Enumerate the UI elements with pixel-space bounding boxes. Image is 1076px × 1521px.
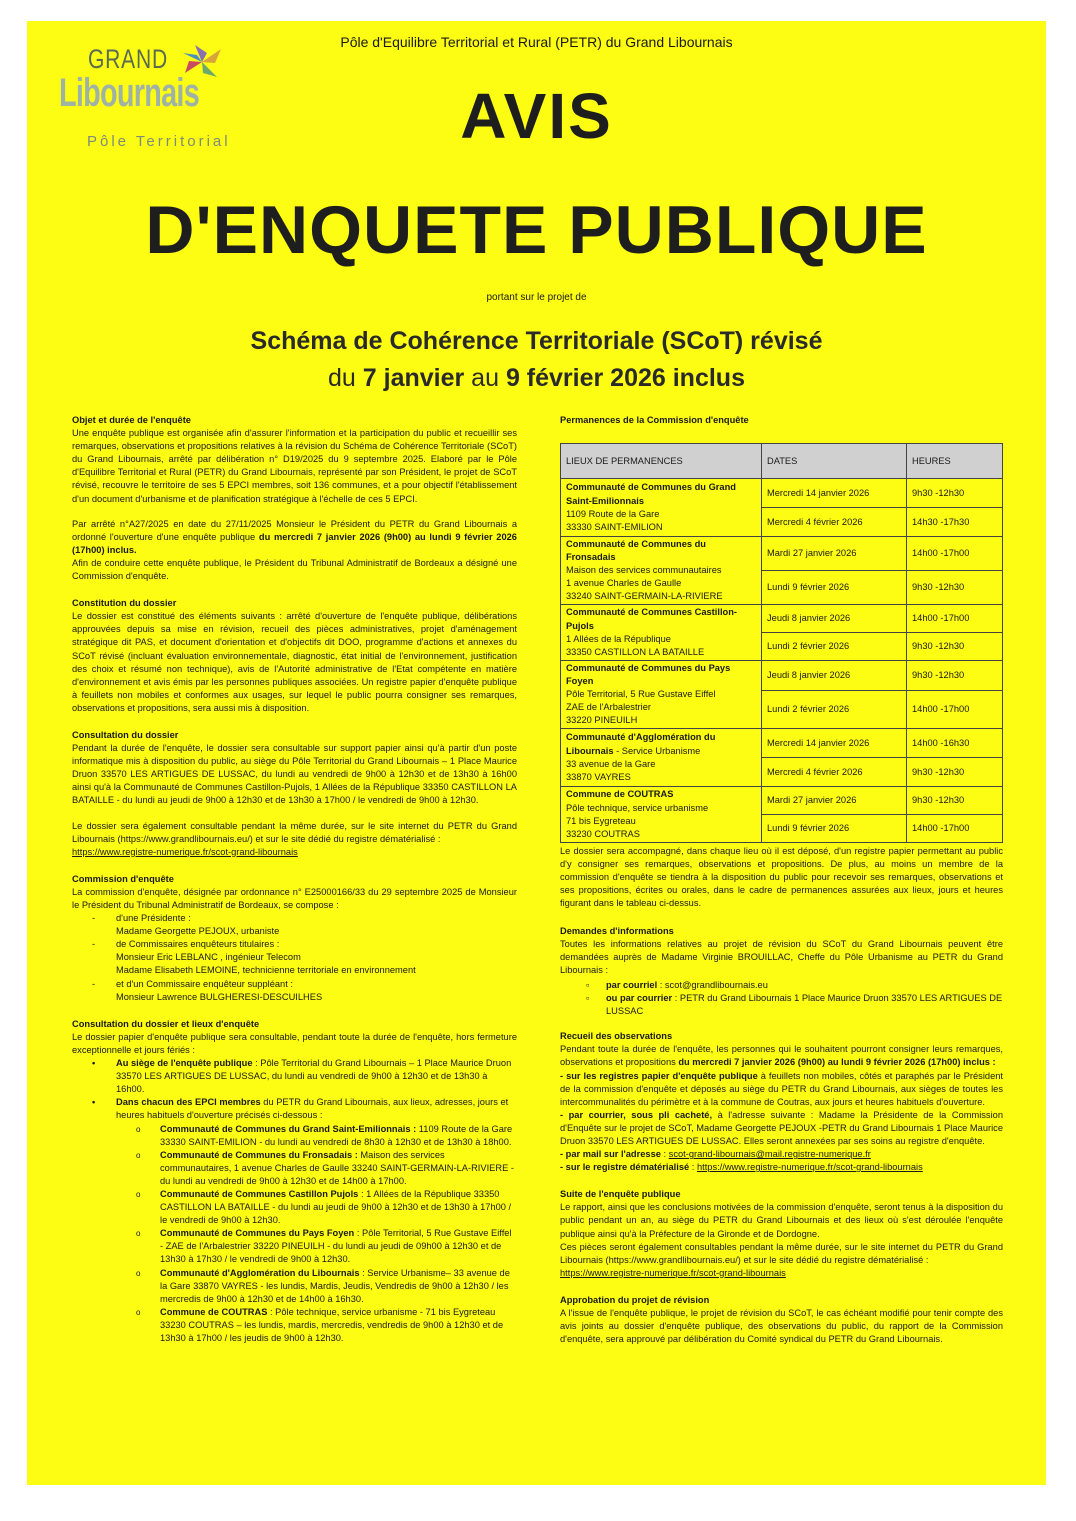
table-cell-date: Mercredi 4 février 2026 (762, 758, 907, 787)
list-item: o Communauté d'Agglomération du Libournais : Service Urbanisme– 33 avenue de la Gare 33870 VAYRES - les lundis, Mardis, Jeudis, Vendredis de 9h00 à 12h30 / les mercredis de 9h00 à 12h30 et de 14h00 à 16h30. (136, 1267, 517, 1306)
section-title-demandes: Demandes d'informations (560, 925, 674, 936)
approbation-paragraph: A l'issue de l'enquête publique, le projet de révision du SCoT, le cas échéant modifié pour tenir compte des avis joints au dossier d'enquête publique, des observations du public, du rapport de la Commission d'enquête, sera approuvé par délibération du Comité syndical du PETR du Grand Libournais. (560, 1308, 1003, 1345)
list-item: o Communauté de Communes du Pays Foyen : Pôle Territorial, 5 Rue Gustave Eiffel - ZAE de l'Arbalestrier 33220 PINEUILH - du lundi au jeudi de 09h00 à 12h30 et de 13h30 à 17h30 / le vendredi de 9h00 à 12h30. (136, 1227, 517, 1266)
table-cell-hours: 14h00 -16h30 (907, 729, 1003, 758)
recueil-registre-dematerialise: - sur le registre dématérialisé : https://www.registre-numerique.fr/scot-grand-libournais (560, 1162, 923, 1173)
consultation-paragraph: Pendant la durée de l'enquête, le dossier sera consultable sur support papier ainsi qu'à partir d'un poste informatique mis à disposition du public, au siège du Pôle Territorial du Grand Libournais – 1 Place Maurice Druon 33570 LES ARTIGUES DE LUSSAC, du lundi au vendredi de 9h00 à 12h30 et de 13h30 à 16h00 ainsi qu'à la Communauté de Communes Castillon-Pujols, 1 Allées de la République 33350 CASTILLON LA BATAILLE - du lundi au jeudi de 9h00 à 12h30 et de 13h30 à 17h00 / le vendredi de 9h00 à 12h30. (72, 743, 517, 806)
table-cell-hours: 14h00 -17h00 (907, 605, 1003, 633)
table-row (561, 605, 1003, 633)
table-cell-date: Lundi 9 février 2026 (762, 815, 907, 843)
suite-online-paragraph: Ces pièces seront également consultables pendant la même durée, sur le site internet du PETR du Grand Libournais (https://www.grandlibournais.eu/) et sur le site dédié du registre dématérialisé : (560, 1241, 1003, 1265)
constitution-paragraph: Le dossier est constitué des éléments suivants : arrêté d'ouverture de l'enquête publique, délibérations approuvées depuis sa mise en révision, recueil des pièces administratives, projet d'aménagement stratégique dit PAS, et document d'orientation et d'objectifs dit DOO, programme d'actions et annexes du SCoT révisé (incluant évaluation environnementale, diagnostic, état initial de l'environnement, justification des choix et résumé non technique), avis de l'Autorité administrative de l'Etat compétente en matière d'environnement et avis émis par les personnes publiques associées. Un registre papier d'enquête publique à feuillets non mobiles et conformes aux usages, sur lequel le public pourra consigner ses remarques, observations et propositions, sera aussi mis à disposition. (72, 611, 517, 713)
organization-name: Pôle d'Equilibre Territorial et Rural (PETR) du Grand Libournais (340, 34, 733, 50)
project-title: Schéma de Cohérence Territoriale (SCoT) révisé (250, 327, 823, 355)
title-enquete-publique: D'ENQUETE PUBLIQUE (145, 192, 928, 268)
section-title-commission: Commission d'enquête (72, 873, 174, 884)
table-cell-date: Mardi 27 janvier 2026 (762, 537, 907, 571)
right-column (560, 414, 1003, 1346)
table-cell-date: Lundi 2 février 2026 (762, 633, 907, 661)
demandes-paragraph: Toutes les informations relatives au projet de révision du SCoT du Grand Libournais peuvent être demandées auprès de Madame Virginie BROUILLAC, Cheffe du Pôle Urbanisme au PETR du Grand Libournais : (560, 938, 1003, 975)
permanences-table (560, 443, 1003, 843)
list-item: - de Commissaires enquêteurs titulaires : (92, 938, 517, 951)
table-cell-hours: 9h30 -12h30 (907, 571, 1003, 605)
consultation-online-paragraph: Le dossier sera également consultable pendant la même durée, sur le site internet du PETR du Grand Libournais (https://www.grandlibournais.eu/) et sur le site dédié du registre dématérialisé : (72, 820, 517, 844)
table-header: HEURES (907, 444, 1003, 479)
table-cell-date: Jeudi 8 janvier 2026 (762, 605, 907, 633)
table-cell-date: Lundi 9 février 2026 (762, 571, 907, 605)
table-cell-date: Mercredi 4 février 2026 (762, 508, 907, 537)
table-cell-hours: 14h30 -17h30 (907, 508, 1003, 537)
table-header: DATES (762, 444, 907, 479)
member-name: Monsieur Lawrence BULGHERESI-DESCUILHES (116, 991, 323, 1002)
list-item: - d'une Présidente : (92, 912, 517, 925)
portant-text: portant sur le projet de (486, 292, 587, 303)
table-cell-hours: 9h30 -12h30 (907, 479, 1003, 508)
epci-list (116, 1123, 517, 1346)
table-cell-place: Communauté de Communes du Pays Foyen Pôle Territorial, 5 Rue Gustave Eiffel ZAE de l'Arbalestrier 33220 PINEUILH (561, 661, 762, 729)
table-row (561, 537, 1003, 571)
notice-poster (27, 21, 1046, 1485)
table-cell-place: Communauté de Communes Castillon-Pujols 1 Allées de la République 33350 CASTILLON LA BATAILLE (561, 605, 762, 661)
section-title-approbation: Approbation du projet de révision (560, 1294, 710, 1305)
section-title-recueil: Recueil des observations (560, 1031, 673, 1042)
table-cell-place: Communauté de Communes du Fronsadais Maison des services communautaires 1 avenue Charles de Gaulle 33240 SAINT-GERMAIN-LA-RIVIERE (561, 537, 762, 605)
table-header: LIEUX DE PERMANENCES (561, 444, 762, 479)
list-item: o Communauté de Communes du Grand Saint-Emilionnais : 1109 Route de la Gare 33330 SAINT-EMILION - du lundi au vendredi de 8h30 à 12h30 et de 13h30 à 18h00. (136, 1123, 517, 1149)
after-table-paragraph: Le dossier sera accompagné, dans chaque lieu où il est déposé, d'un registre papier permettant au public d'y consigner ses remarques, observations et propositions. De plus, au moins un membre de la commission d'enquête se tiendra à la disposition du public pour recevoir ses remarques, observations et ses propositions, écrites ou orales, dans le cadre de permanences assurées aux lieux, jours et heures figurant dans le tableau ci-dessus. (560, 846, 1003, 909)
table-cell-hours: 9h30 -12h30 (907, 661, 1003, 691)
section-title-lieux: Consultation du dossier et lieux d'enquête (72, 1018, 260, 1029)
list-item: • Dans chacun des EPCI membres du PETR du Grand Libournais, aux lieux, adresses, jours et heures habituels d'ouverture précisés ci-dessous : o Communauté de Communes du Grand Saint-Emilionnais : 1109 Route de la Gare 33330 SAINT-EMILION - du lundi au vendredi de 8h30 à 12h30 et de 13h30 à 18h00. o Communauté de Communes du Fronsadais : Maison des services communautaires, 1 avenue Charles de Gaulle 33240 SAINT-GERMAIN-LA-RIVIERE - du lundi au vendredi de 9h00 à 12h30 et de 14h00 à 17h00. o Communauté de Communes Castillon Pujols : 1 Allées de la République 33350 CASTILLON LA BATAILLE - du lundi au jeudi de 9h00 à 12h30 et de 13h30 à 17h00 / le vendredi de 9h00 à 12h30. o Communauté de Communes du Pays Foyen : Pôle Territorial, 5 Rue Gustave Eiffel - ZAE de l'Arbalestrier 33220 PINEUILH - du lundi au jeudi de 09h00 à 12h30 et de 13h30 à 17h30 / le vendredi de 9h00 à 12h30. o Communauté d'Agglomération du Libournais : Service Urbanisme– 33 avenue de la Gare 33870 VAYRES - les lundis, Mardis, Jeudis, Vendredis de 9h00 à 12h30 / les mercredis de 9h00 à 12h30 et de 14h00 à 16h30. o Commune de COUTRAS : Pôle technique, service urbanisme - 71 bis Eygreteau 33230 COUTRAS – les lundis, mardis, mercredis, vendredis de 9h00 à 12h30 et de 13h30 à 17h00 / les jeudis de 9h00 à 12h30. (92, 1096, 517, 1345)
recueil-courrier: - par courrier, sous pli cacheté, à l'adresse suivante : Madame la Présidente de la Commission d'Enquête sur le projet de SCoT, Madame Georgette PEJOUX -PETR du Grand Libournais 1 Place Maurice Druon 33570 LES ARTIGUES DE LUSSAC. Elles seront annexées par ses soins au registre d'enquête. (560, 1109, 1003, 1146)
table-cell-hours: 9h30 -12h30 (907, 633, 1003, 661)
mail-link[interactable]: scot-grand-libournais@mail.registre-numerique.fr (668, 1149, 871, 1160)
contact-list (560, 979, 1003, 1018)
registre-link[interactable]: https://www.registre-numerique.fr/scot-grand-libournais (560, 1267, 786, 1278)
list-item: ▫ par courriel : scot@grandlibournais.eu (586, 979, 1003, 992)
member-name: Monsieur Eric LEBLANC , ingénieur Telecom (116, 952, 301, 963)
suite-paragraph: Le rapport, ainsi que les conclusions motivées de la commission d'enquête, seront tenus à la disposition du public pendant un an, au siège du PETR du Grand Libournais et des lieux où s'est déroulée l'enquête publique ainsi qu'à la Préfecture de la Gironde et de Dordogne. (560, 1202, 1003, 1239)
section-title-constitution: Constitution du dossier (72, 598, 177, 609)
table-cell-hours: 14h00 -17h00 (907, 815, 1003, 843)
recueil-paragraph: Pendant toute la durée de l'enquête, les personnes qui le souhaitent pourront consigner leurs remarques, observations et propositions du mercredi 7 janvier 2026 (9h00) au lundi 9 février 2026 (17h00) inclus : (560, 1044, 1003, 1068)
table-cell-place: Communauté de Communes du Grand Saint-Emilionnais 1109 Route de la Gare 33330 SAINT-EMILION (561, 479, 762, 537)
list-item: o Communauté de Communes du Fronsadais : Maison des services communautaires, 1 avenue Charles de Gaulle 33240 SAINT-GERMAIN-LA-RIVIERE - du lundi au vendredi de 9h00 à 12h30 et de 14h00 à 17h00. (136, 1149, 517, 1188)
table-row (561, 661, 1003, 691)
registre-link[interactable]: https://www.registre-numerique.fr/scot-grand-libournais (696, 1162, 923, 1173)
table-cell-hours: 14h00 -17h00 (907, 537, 1003, 571)
table-cell-hours: 9h30 -12h30 (907, 758, 1003, 787)
left-column (72, 414, 517, 1345)
lieux-paragraph: Le dossier papier d'enquête publique sera consultable, pendant toute la durée de l'enquête, hors fermeture exceptionnelle et jours fériés : (72, 1031, 517, 1055)
list-item: o Communauté de Communes Castillon Pujols : 1 Allées de la République 33350 CASTILLON LA BATAILLE - du lundi au jeudi de 9h00 à 12h30 et de 13h30 à 17h00 / le vendredi de 9h00 à 12h30. (136, 1188, 517, 1227)
section-title-consultation: Consultation du dossier (72, 729, 179, 740)
table-cell-place: Communauté d'Agglomération du Libournais - Service Urbanisme 33 avenue de la Gare 33870 VAYRES (561, 729, 762, 787)
lieux-list (72, 1057, 517, 1345)
list-item: • Au siège de l'enquête publique : Pôle Territorial du Grand Libournais – 1 Place Maurice Druon 33570 LES ARTIGUES DE LUSSAC, du lundi au vendredi de 9h00 à 12h30 et de 13h30 à 16h00. (92, 1057, 517, 1096)
logo-word-pole-territorial: Pôle Territorial (87, 133, 231, 150)
table-cell-date: Mercredi 14 janvier 2026 (762, 729, 907, 758)
commission-paragraph: La commission d'enquête, désignée par ordonnance n° E25000166/33 du 29 septembre 2025 de Monsieur le Président du Tribunal Administratif de Bordeaux, se compose : (72, 886, 517, 910)
section-title-objet: Objet et durée de l'enquête (72, 415, 191, 425)
table-row (561, 479, 1003, 508)
list-item: - et d'un Commissaire enquêteur suppléant : (92, 978, 517, 991)
objet-paragraph: Une enquête publique est organisée afin d'assurer l'information et la participation du public et recueillir ses remarques, observations et propositions relatives à la révision du Schéma de Cohérence Territoriale (SCoT) du Grand Libournais, arrêté par délibération n° D19/2025 du 9 septembre 2025. Elaboré par le Pôle d'Equilibre Territorial et Rural (PETR) du Grand Libournais, représenté par son Président, le projet de SCoT révisé, recouvre le territoire de ses 5 EPCI membres, soit 136 communes, et a pour objectif l'établissement d'un document d'urbanisme et de planification stratégique à l'échelle de ces 5 EPCI. (72, 428, 517, 504)
table-cell-place: Commune de COUTRAS Pôle technique, service urbanisme 71 bis Eygreteau 33230 COUTRAS (561, 787, 762, 843)
recueil-registres: - sur les registres papier d'enquête publique à feuillets non mobiles, côtés et paraphés par le Président de la commission d'enquête et déposés au siège du PETR du Grand Libournais, aux sièges de toutes les intercommunalités du périmètre et à la commune de Coutras, aux jours et heures habituels d'ouverture. (560, 1070, 1003, 1107)
commission-designation-paragraph: Afin de conduire cette enquête publique, le Président du Tribunal Administratif de Bordeaux a désigné une Commission d'enquête. (72, 557, 517, 582)
list-item: o Commune de COUTRAS : Pôle technique, service urbanisme - 71 bis Eygreteau 33230 COUTRAS – les lundis, mardis, mercredis, vendredis de 9h00 à 12h30 et de 13h30 à 17h00 / les jeudis de 9h00 à 12h30. (136, 1306, 517, 1345)
table-cell-date: Mardi 27 janvier 2026 (762, 787, 907, 815)
table-cell-date: Jeudi 8 janvier 2026 (762, 661, 907, 691)
table-cell-date: Mercredi 14 janvier 2026 (762, 479, 907, 508)
table-cell-hours: 14h00 -17h00 (907, 691, 1003, 729)
section-title-permanences: Permanences de la Commission d'enquête (560, 415, 749, 425)
commission-members-list (72, 912, 517, 925)
member-name: Madame Georgette PEJOUX, urbaniste (116, 926, 280, 937)
arrete-paragraph: Par arrêté n°A27/2025 en date du 27/11/2025 Monsieur le Président du PETR du Grand Libournais a ordonné l'ouverture d'une enquête publique du mercredi 7 janvier 2026 (9h00) au lundi 9 février 2026 (17h00) inclus. (72, 518, 517, 555)
project-dates: du 7 janvier au 9 février 2026 inclus (328, 364, 745, 392)
table-cell-hours: 9h30 -12h30 (907, 787, 1003, 815)
table-row (561, 729, 1003, 758)
table-row (561, 787, 1003, 815)
logo-word-libournais: Libournais (59, 71, 200, 115)
recueil-mail: - par mail sur l'adresse : scot-grand-libournais@mail.registre-numerique.fr (560, 1149, 871, 1160)
member-name: Madame Elisabeth LEMOINE, technicienne territoriale en environnement (116, 965, 416, 976)
table-cell-date: Lundi 2 février 2026 (762, 691, 907, 729)
list-item: ▫ ou par courrier : PETR du Grand Libournais 1 Place Maurice Druon 33570 LES ARTIGUES DE LUSSAC (586, 992, 1003, 1018)
logo-word-grand: GRAND (88, 44, 168, 74)
registre-link[interactable]: https://www.registre-numerique.fr/scot-grand-libournais (72, 846, 298, 857)
section-title-suite: Suite de l'enquête publique (560, 1189, 681, 1200)
title-avis: AVIS (460, 80, 613, 152)
